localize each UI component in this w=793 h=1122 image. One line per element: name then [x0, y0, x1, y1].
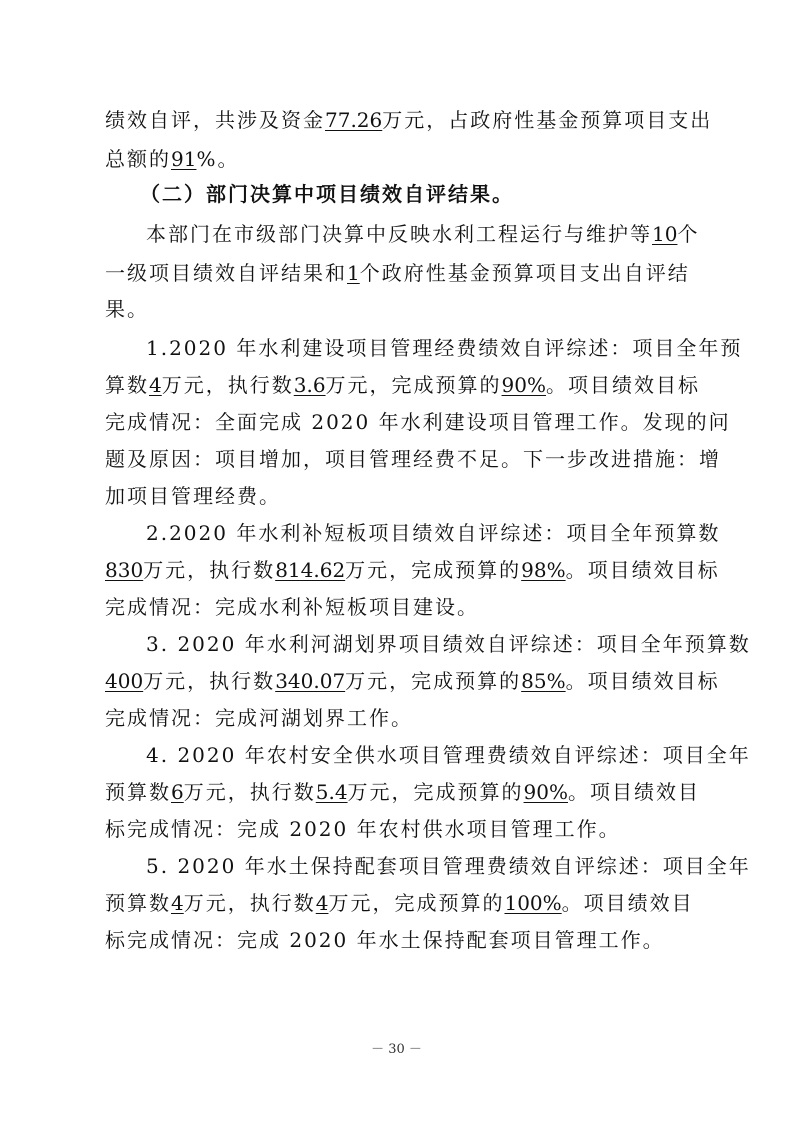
text-run: 绩效自评，共涉及资金 — [105, 108, 325, 132]
text-line: 3. 2020 年水利河湖划界项目绩效自评综述：项目全年预算数 — [146, 632, 751, 656]
text-run: %。 — [196, 147, 240, 171]
text-line — [105, 372, 700, 398]
text-line — [105, 890, 695, 916]
text-line: 果。 — [105, 297, 149, 321]
underlined-value: 90% — [501, 373, 546, 397]
underlined-value: 1 — [347, 261, 360, 285]
underlined-value: 91 — [171, 147, 197, 171]
underlined-value: 814.62 — [275, 558, 346, 582]
text-run: 个政府性基金预算项目支出自评结 — [359, 261, 690, 285]
text-line — [105, 260, 695, 286]
underlined-value: 3.6 — [293, 373, 326, 397]
text-run: 。项目绩效目标 — [546, 373, 700, 397]
text-run: 万元，执行数 — [161, 373, 294, 397]
text-line: 2.2020 年水利补短板项目绩效自评综述：项目全年预算数 — [146, 521, 721, 545]
underlined-value: 5.4 — [315, 780, 348, 804]
text-run: 万元，完成预算的 — [325, 373, 502, 397]
text-line: 5. 2020 年水土保持配套项目管理费绩效自评综述：项目全年 — [146, 854, 751, 878]
text-run: 万元，执行数 — [183, 780, 316, 804]
text-run: 万元，占政府性基金预算项目支出 — [382, 108, 713, 132]
text-line: 1.2020 年水利建设项目管理经费绩效自评综述：项目全年预 — [146, 336, 743, 360]
text-run: 万元，执行数 — [143, 669, 276, 693]
underlined-value: 100% — [504, 891, 562, 915]
text-line: 4. 2020 年农村安全供水项目管理费绩效自评综述：项目全年 — [146, 743, 751, 767]
section-heading: （二）部门决算中项目绩效自评结果。 — [140, 182, 514, 206]
text-run: 算数 — [105, 373, 149, 397]
underlined-value: 77.26 — [325, 108, 383, 132]
text-run: 。项目绩效目 — [568, 780, 700, 804]
text-line — [105, 668, 720, 694]
text-line: 完成情况：完成河湖划界工作。 — [105, 706, 413, 730]
text-run: 本部门在市级部门决算中反映水利工程运行与维护等 — [146, 222, 652, 246]
underlined-value: 6 — [171, 780, 184, 804]
underlined-value: 4 — [149, 373, 162, 397]
text-run: 万元，执行数 — [183, 891, 316, 915]
text-line — [105, 557, 720, 583]
text-line: 标完成情况：完成 2020 年水土保持配套项目管理工作。 — [105, 928, 665, 952]
text-run: 预算数 — [105, 780, 171, 804]
text-run: 个 — [677, 222, 700, 246]
text-run: 预算数 — [105, 891, 171, 915]
underlined-value: 85% — [521, 669, 566, 693]
text-line — [146, 221, 736, 247]
page-number: － 30 － — [371, 1042, 422, 1057]
text-run: 。项目绩效目标 — [565, 558, 720, 582]
text-line — [105, 146, 695, 172]
text-run: 总额的 — [105, 147, 171, 171]
underlined-value: 340.07 — [275, 669, 346, 693]
underlined-value: 90% — [523, 780, 568, 804]
underlined-value: 10 — [652, 222, 678, 246]
text-run: 万元，完成预算的 — [345, 669, 522, 693]
text-run: 万元，完成预算的 — [345, 558, 522, 582]
text-run: 。项目绩效目标 — [565, 669, 720, 693]
text-line — [105, 107, 713, 133]
text-run: 万元，完成预算的 — [328, 891, 505, 915]
text-line: 标完成情况：完成 2020 年农村供水项目管理工作。 — [105, 817, 621, 841]
underlined-value: 400 — [105, 669, 144, 693]
underlined-value: 98% — [521, 558, 566, 582]
underlined-value: 4 — [171, 891, 184, 915]
text-run: 。项目绩效目 — [561, 891, 694, 915]
text-line: 完成情况：全面完成 2020 年水利建设项目管理工作。发现的问 — [105, 410, 731, 434]
text-line — [105, 779, 700, 805]
text-run: 万元，执行数 — [143, 558, 276, 582]
text-line: 加项目管理经费。 — [105, 484, 281, 508]
text-run: 一级项目绩效自评结果和 — [105, 261, 347, 285]
text-line: 题及原因：项目增加，项目管理经费不足。下一步改进措施：增 — [105, 447, 721, 471]
text-line: 完成情况：完成水利补短板项目建设。 — [105, 595, 479, 619]
text-run: 万元，完成预算的 — [347, 780, 524, 804]
underlined-value: 830 — [105, 558, 144, 582]
underlined-value: 4 — [315, 891, 329, 915]
